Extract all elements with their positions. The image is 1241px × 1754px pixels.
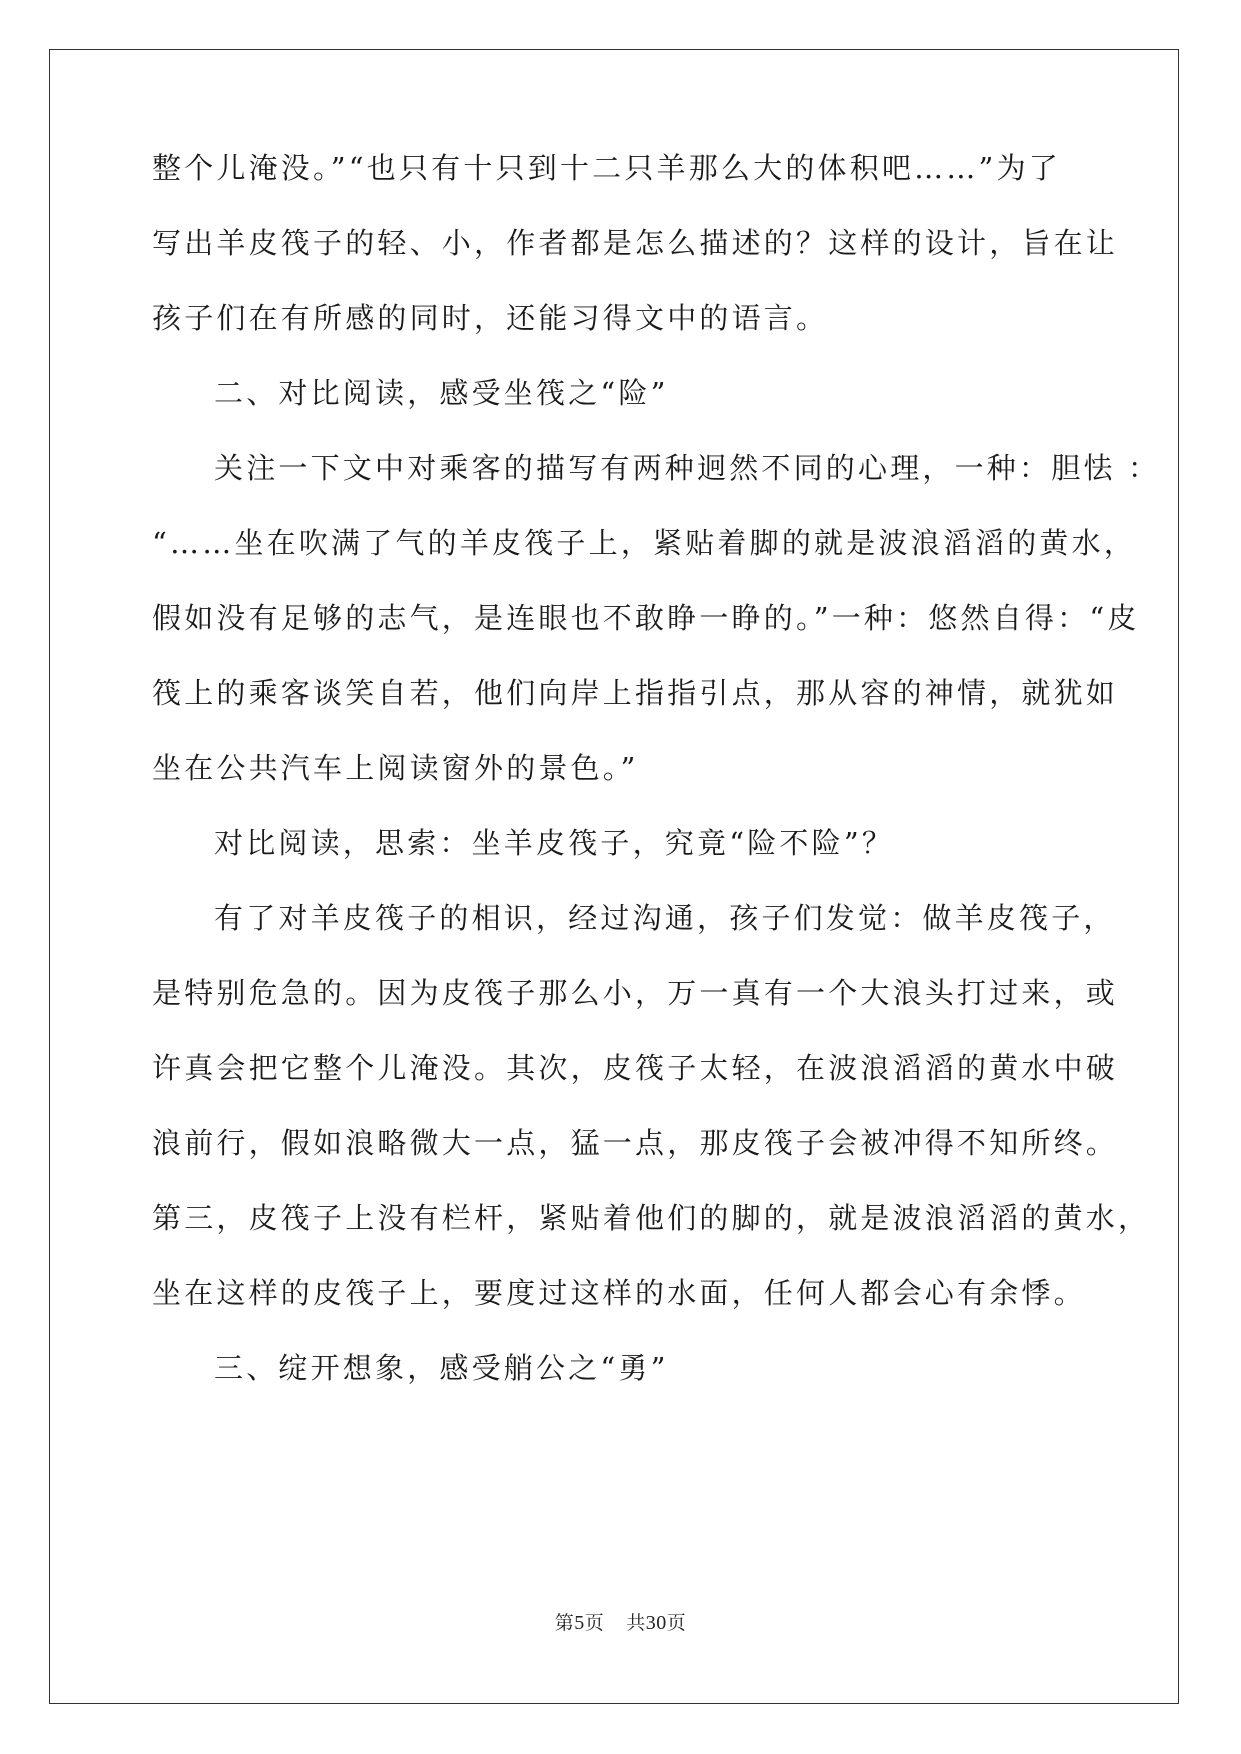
text-line: 整个儿淹没。”“也只有十只到十二只羊那么大的体积吧……”为了 [152, 151, 1061, 185]
text-line: “……坐在吹满了气的羊皮筏子上，紧贴着脚的就是波浪滔滔的黄水， [152, 526, 1137, 560]
text-line: 有了对羊皮筏子的相识，经过沟通，孩子们发觉：做羊皮筏子， [214, 901, 1116, 935]
page-label-mid: 页 [584, 1612, 605, 1634]
text-line: 坐在公共汽车上阅读窗外的景色。” [152, 751, 639, 785]
text-line: 浪前行，假如浪略微大一点，猛一点，那皮筏子会被冲得不知所终。 [152, 1126, 1119, 1160]
section-heading: 三、绽开想象，感受艄公之“勇” [214, 1351, 669, 1385]
text-line: 坐在这样的皮筏子上，要度过这样的水面，任何人都会心有余悸。 [152, 1276, 1086, 1310]
text-line: 筏上的乘客谈笑自若，他们向岸上指指引点，那从容的神情，就犹如 [152, 676, 1119, 710]
page-footer [0, 1608, 1241, 1635]
text-line: 孩子们在有所感的同时，还能习得文中的语言。 [152, 301, 829, 335]
text-line: 假如没有足够的志气，是连眼也不敢睁一睁的。”一种：悠然自得：“皮 [152, 601, 1140, 635]
text-line: 是特别危急的。因为皮筏子那么小，万一真有一个大浪头打过来，或 [152, 976, 1119, 1010]
text-line: 第三，皮筏子上没有栏杆，紧贴着他们的脚的，就是波浪滔滔的黄水， [152, 1201, 1151, 1235]
text-line: 对比阅读，思索：坐羊皮筏子，究竟“险不险”？ [214, 826, 895, 860]
page-label-prefix: 第 [554, 1612, 575, 1634]
page-total: 30 [645, 1612, 667, 1634]
page-number: 5 [574, 1612, 585, 1634]
text-line: 写出羊皮筏子的轻、小，作者都是怎么描述的？这样的设计，旨在让 [152, 226, 1119, 260]
total-label-prefix: 共 [626, 1612, 646, 1634]
text-line: 关注一下文中对乘客的描写有两种迥然不同的心理，一种：胆怯 ： [214, 451, 1161, 485]
section-heading: 二、对比阅读，感受坐筏之“险” [214, 376, 669, 410]
total-label-suffix: 页 [666, 1612, 687, 1634]
text-line: 许真会把它整个儿淹没。其次，皮筏子太轻，在波浪滔滔的黄水中破 [152, 1051, 1119, 1085]
